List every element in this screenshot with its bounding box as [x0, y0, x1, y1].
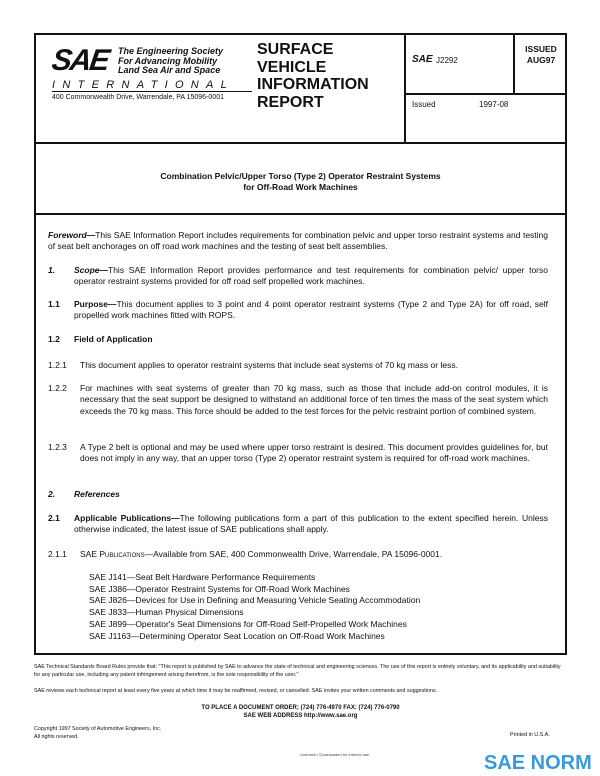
- text: 1.: [48, 265, 56, 275]
- text: AUG97: [526, 55, 556, 65]
- order-info: [34, 704, 567, 720]
- divider: [34, 213, 567, 215]
- section-1-2-3: A Type 2 belt is optional and may be used where upper torso restraint is desired. This document provides guidelines for, but does not imply in any way, that an upper torso (Type 2) operator restraint system is required for off-road work machines.: [80, 442, 548, 464]
- section-1-2-1: This document applies to operator restraint systems that include seat systems of 70 kg mass or less.: [80, 360, 458, 370]
- text: 2.: [48, 489, 56, 499]
- section-heading: [74, 334, 153, 345]
- text: This SAE Information Report includes requirements for combination pelvic and upper torso restraint systems and testing of seat belt anchorages on off road work machines and the testing of seat belt assemblies.: [48, 230, 548, 252]
- doc-number: J2292: [436, 56, 458, 65]
- international-text: INTERNATIONAL: [52, 79, 252, 92]
- divider: [404, 33, 406, 143]
- text: for Off-Road Work Machines: [243, 182, 358, 192]
- text: REPORT: [257, 93, 324, 111]
- report-type: [257, 41, 369, 111]
- text: 1.2.2: [48, 383, 67, 393]
- status-badge: [518, 44, 564, 66]
- text: [48, 489, 55, 500]
- text: For Advancing Mobility: [118, 55, 218, 66]
- list-item: [89, 607, 420, 619]
- text: [74, 265, 108, 275]
- text: —Devices for Use in Defining and Measuring Vehicle Seating Accommodation: [126, 595, 421, 606]
- foreword: [48, 230, 548, 253]
- issued-date: 1997-08: [479, 100, 509, 109]
- divider: [513, 33, 515, 94]
- text: The Engineering Society: [118, 46, 224, 56]
- text: [48, 230, 95, 240]
- text: INFORMATION: [257, 76, 369, 93]
- text: —Available from SAE, 400 Commonwealth Drive, Warrendale, PA 15096-0001.: [144, 549, 443, 559]
- text: ISSUED: [525, 44, 557, 54]
- section-1-2-2: For machines with seat systems of greater than 70 kg mass, such as those that include add-on control modules, it is necessary that the seat support be designed to withstand an additional force of ten times the mass of the seat system which exceeds the 70 kg mass. This force should be added to the test forces for the pelvic restraint portion of combined system.: [80, 383, 548, 416]
- list-item: [89, 619, 420, 631]
- list-item: [89, 572, 420, 584]
- text: This document applies to 3 point and 4 point operator restraint systems (Type 2 and Type 2A) for off road, self propelled work machines fitted with ROPS.: [74, 299, 548, 321]
- list-item: [89, 584, 420, 596]
- printed-in: Printed in U.S.A.: [510, 732, 550, 738]
- sae-logo: SAE: [49, 44, 111, 77]
- text: TO PLACE A DOCUMENT ORDER; (724) 776-4970 FAX: (724) 776-0790: [201, 705, 400, 711]
- text: References: [74, 489, 120, 499]
- text: [74, 489, 120, 499]
- text: 1.2.3: [48, 442, 67, 452]
- text: —Operator's Seat Dimensions for Off-Road Self-Propelled Work Machines: [126, 618, 407, 629]
- text: 2.1: [48, 513, 60, 523]
- text: —Operator Restraint Systems for Off-Road Work Machines: [126, 583, 350, 594]
- text: Field of Application: [74, 334, 153, 344]
- text: SAE J386: [89, 583, 127, 594]
- text: 1.2: [48, 334, 60, 344]
- sae-small-logo: SAE: [412, 54, 433, 65]
- text: SAE WEB ADDRESS http://www.sae.org: [243, 713, 358, 719]
- text: Scope—: [74, 265, 109, 275]
- reference-list: [89, 572, 420, 642]
- text: —Determining Operator Seat Location on Off-Road Work Machines: [130, 630, 385, 641]
- section-2-1-1: [80, 549, 548, 560]
- text: 1.1: [48, 299, 60, 309]
- text: —Human Physical Dimensions: [126, 607, 244, 618]
- tagline: [118, 47, 223, 76]
- text: SAE J833: [89, 607, 127, 618]
- text: Purpose—: [74, 299, 117, 309]
- sae-norm-logo: SAE NORM: [484, 752, 592, 774]
- text: Land Sea Air and Space: [118, 65, 221, 75]
- text: [48, 513, 60, 524]
- text: [48, 489, 55, 499]
- text: SAE J899: [89, 618, 127, 629]
- text: [48, 265, 55, 275]
- text: VEHICLE: [257, 58, 327, 76]
- text: [48, 334, 60, 345]
- list-item: [89, 631, 420, 643]
- text: —Seat Belt Hardware Performance Requirements: [126, 572, 316, 582]
- text: Combination Pelvic/Upper Torso (Type 2) Operator Restraint Systems: [160, 171, 441, 181]
- divider: [34, 142, 567, 144]
- section-heading: [74, 489, 120, 500]
- section-scope: [74, 265, 548, 288]
- text: This SAE Information Report provides performance and test requirements for combination pelvic/ upper torso operator restraint systems provided for off road self propelled work machines.: [74, 265, 548, 287]
- document-title: [34, 171, 567, 193]
- text: [48, 265, 55, 276]
- text: Applicable Publications—: [74, 513, 180, 523]
- text: All rights reserved.: [34, 733, 79, 740]
- text: SURFACE: [257, 41, 334, 58]
- text: Copyright 1997 Society of Automotive Engineers, Inc.: [34, 726, 162, 732]
- issued-label: Issued: [412, 100, 436, 109]
- section-purpose: [74, 299, 548, 322]
- text: [48, 299, 60, 310]
- text: Foreword—: [48, 230, 96, 240]
- copyright: [34, 726, 161, 741]
- text: SAE Publications: [80, 549, 145, 559]
- list-item: [89, 595, 420, 607]
- divider: [404, 93, 566, 95]
- review-notice: SAE reviews each technical report at least every five years at which time it may be reaffirmed, revised, or cancelled. SAE invites your written comments and suggestions.: [34, 688, 438, 694]
- text: SAE J826: [89, 595, 127, 606]
- text: 1.2.1: [48, 360, 67, 370]
- text: 2.1.1: [48, 549, 67, 559]
- text: The following publications form a part of this publication to the extent specified herein. Unless otherwise indicated, the latest issue of SAE publications shall apply.: [74, 513, 548, 535]
- address: 400 Commonwealth Drive, Warrendale, PA 15096-0001: [52, 94, 224, 101]
- rules-notice: SAE Technical Standards Board Rules provide that: "This report is published by SAE to advance the state of technical and engineering sciences. The use of this report is entirely voluntary, and its applicability and suitability for any particular use, including any patent infringement arising therefrom, is the sole responsibility of the user.": [34, 664, 561, 678]
- watermark: Licensed / Downloaded for internal use: [300, 752, 370, 757]
- text: SAE J1163: [89, 630, 131, 641]
- section-applicable-publications: [74, 513, 548, 536]
- text: SAE J141: [89, 572, 127, 582]
